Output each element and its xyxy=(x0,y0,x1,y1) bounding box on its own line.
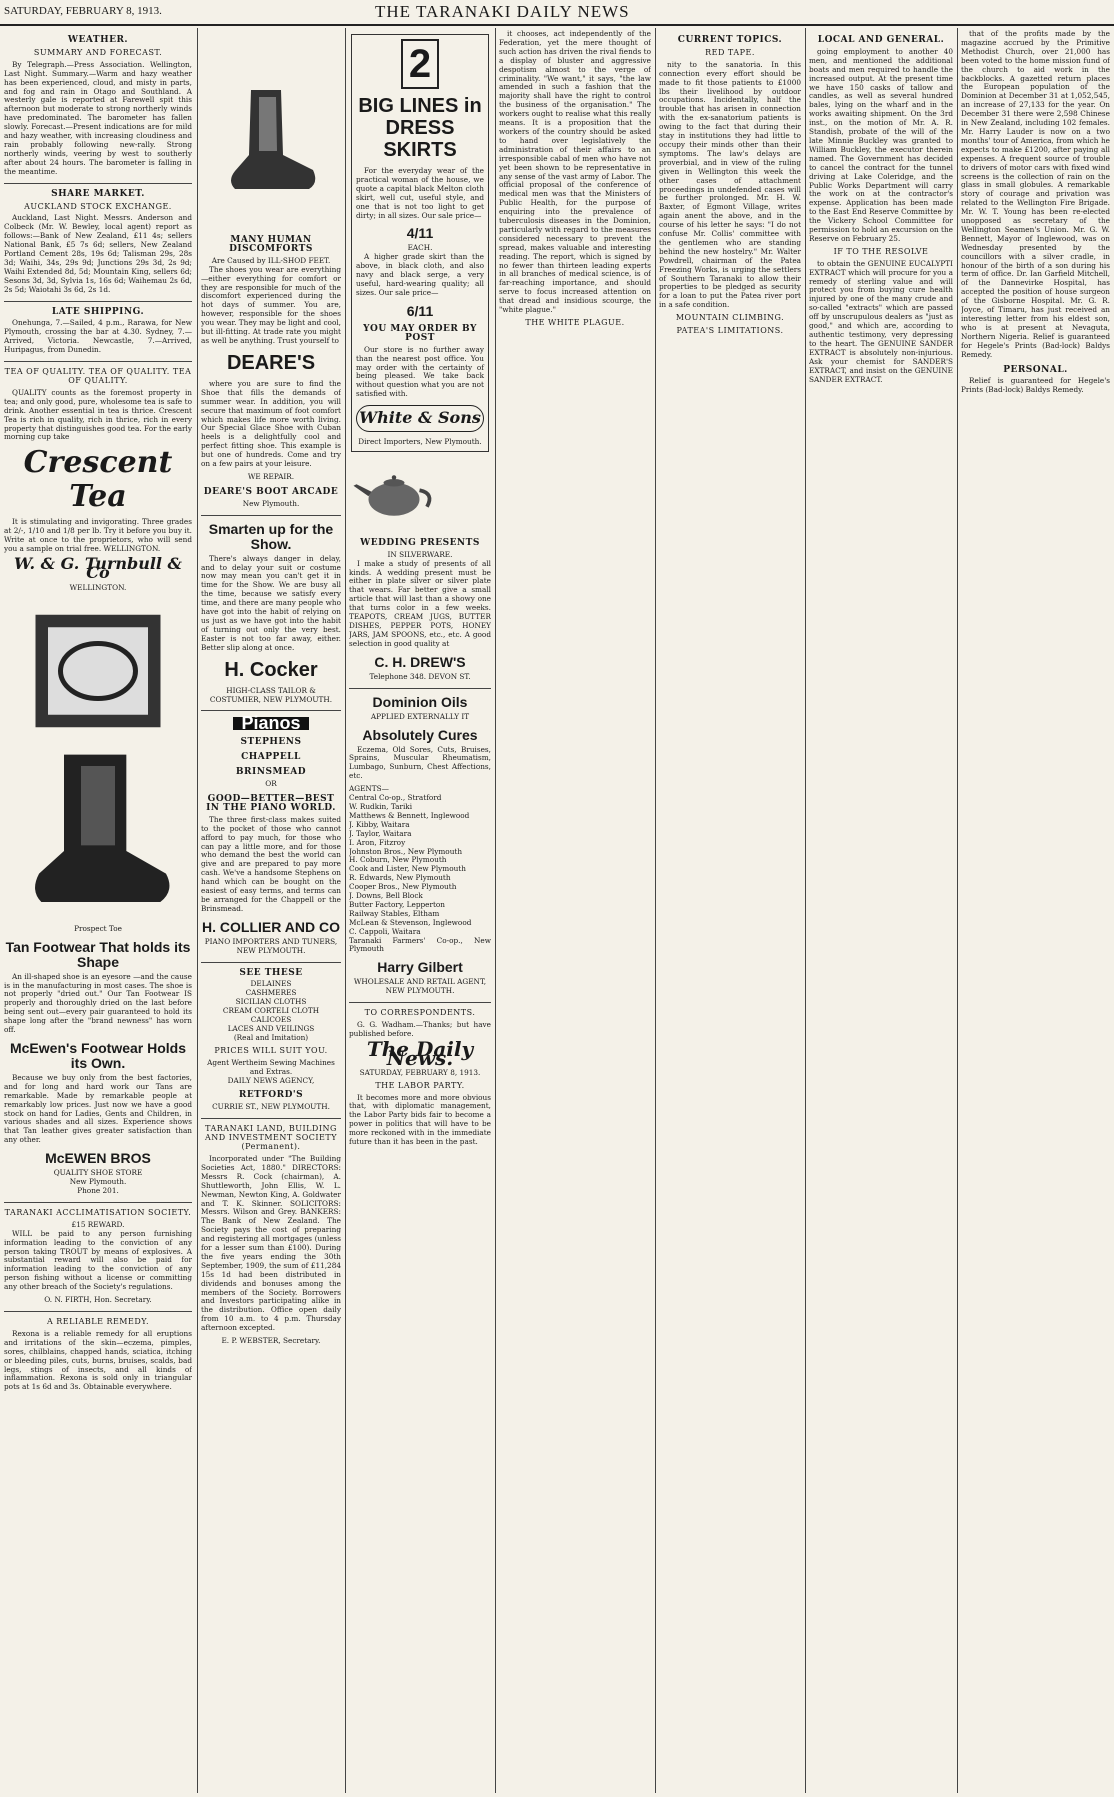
smarten-heading: Smarten up for the Show. xyxy=(208,520,334,552)
list-item: Cooper Bros., New Plymouth xyxy=(349,882,457,892)
daily-news-date: SATURDAY, FEBRUARY 8, 1913. xyxy=(359,1067,481,1077)
red-tape-heading: RED TAPE. xyxy=(705,47,755,57)
shoe-illustration xyxy=(221,60,321,230)
column-5 xyxy=(659,30,801,1792)
tea-packet-illustration xyxy=(23,601,173,741)
white-sons-subheading: Direct Importers, New Plymouth. xyxy=(358,437,482,447)
see-these-price: PRICES WILL SUIT YOU. xyxy=(214,1045,328,1055)
dress-skirts-ad xyxy=(351,34,489,452)
skirts-each: EACH. xyxy=(407,243,433,253)
pianos-heading: Pianos xyxy=(233,717,308,730)
news-agency: DAILY NEWS AGENCY, xyxy=(227,1075,315,1085)
deares-repair: WE REPAIR. xyxy=(247,471,295,481)
share-subheading: AUCKLAND STOCK EXCHANGE. xyxy=(24,201,172,211)
discomforts-subheading: Are Caused by ILL-SHOD FEET. xyxy=(211,255,331,265)
column-rule xyxy=(805,28,806,1793)
gilbert-name: Harry Gilbert xyxy=(377,959,463,976)
divider xyxy=(349,688,491,689)
patea-heading: PATEA'S LIMITATIONS. xyxy=(676,326,784,336)
collier-name: H. COLLIER AND CO xyxy=(202,918,340,935)
wedding-text: I make a study of presents of all kinds. A wedding present must be either in plate silver or silver plate that wears. Far better give a small article that will last than a showy one that turns color in a few weeks. TEAPOTS, CREAM JUGS, BUTTER DISHES, PEPPER POTS, HONEY JARS, JAM SPOONS, etc., etc. A good selection in good quality at xyxy=(349,558,491,648)
dominion-oils-cures: Absolutely Cures xyxy=(362,726,478,743)
wedding-heading: WEDDING PRESENTS xyxy=(360,537,480,548)
divider xyxy=(4,183,192,184)
local-general-text: going employment to another 40 men, and mentioned the additional boats and men required to handle the increased output. At the present time we have 150 casks of tallow and candles, as well as several hundred bales, lying on the wharf and in the works awaiting shipment. On the 3rd inst., on the motion of Mr. A. R. Standish, probate of the will of the late Minnie Buckley was granted to William Buckley, the executor therein named. The Government has decided to cancel the contract for the tunnel driving at Lake Coleridge, and the Public Works Department will carry the work on at the contractor's expense. Application has been made to the East End Reserve Committee by the Vickery School Committee for permission to hold an excursion on the Reserve on February 25. xyxy=(809,46,953,243)
local-general-heading: LOCAL AND GENERAL. xyxy=(817,35,945,45)
dominion-oils-heading: Dominion Oils xyxy=(372,693,468,710)
divider xyxy=(201,1118,341,1119)
mcewen-store: QUALITY SHOE STORE xyxy=(53,1168,143,1178)
column-rule xyxy=(655,28,656,1793)
share-report: Auckland, Last Night. Messrs. Anderson and Colbeck (Mr. W. Bewley, local agent) report as follows:—Bank of New Zealand, £11 4s; sellers National Bank, £5 7s 6d; sellers, New Zealand Portland Cement 28s, 19s 6d; Talisman 29s, 28s 3d; Waihi, 34s, 29s 9d; Junctions 29s 3d, 2s 9d; Waihi Extended 8d, 5d; Mountain King, sellers 6d; Sesons 3d, 3d, Sylvia 1s, 16s 6d; Waihemau 2s 6d, 2s 5d; Waiotahi 3s 6d, 2s 1d. xyxy=(4,213,192,294)
share-heading: SHARE MARKET. xyxy=(51,188,145,199)
column-6 xyxy=(809,30,953,1792)
list-item: R. Edwards, New Plymouth xyxy=(349,873,451,883)
weather-report: By Telegraph.—Press Association. Wellington, Last Night. Summary.—Warm and hazy weather has been experienced, cloud, and misty in parts, and fog and rain in Otago and Southland. A westerly gale is reported at Farewell spit this afternoon but moderate to strong northerly winds have predominated. The barometer has fallen slowly. Forecast.—Present indications are for mild and hazy weather, with increasing cloudiness and rain probably following new-rally. Strong northerly winds, veering by west to southerly after about 24 hours. The barometer is falling in the meantime. xyxy=(4,59,192,176)
list-item: J. Taylor, Waitara xyxy=(349,828,412,838)
deares-arcade: DEARE'S BOOT ARCADE xyxy=(203,486,339,497)
deares-name: DEARE'S xyxy=(226,351,316,374)
column-rule xyxy=(495,28,496,1793)
teapot-illustration xyxy=(349,464,439,524)
shipping-heading: LATE SHIPPING. xyxy=(51,306,145,317)
acclimatisation-reward: £15 REWARD. xyxy=(71,1219,125,1229)
piano-good-better-best: GOOD—BETTER—BEST IN THE PIANO WORLD. xyxy=(206,793,336,813)
list-item: I. Aron, Fitzroy xyxy=(349,837,406,847)
mcewen-text: Because we buy only from the best factories, and for long and hard work our Tans are remarkable. Made by remarkable people at remarkably low prices. Just now we have a good stock on hand for Ladies, Gents and Children, in various shades and all sizes. Experience shows that Tan leather gives greater satisfaction than any other. xyxy=(4,1072,192,1145)
column-7 xyxy=(961,30,1110,1792)
turnbull-name: W. & G. Turnbull & Co xyxy=(14,553,182,582)
weather-heading: WEATHER. xyxy=(67,35,129,45)
skirts-price-1: 4/11 xyxy=(406,225,434,242)
retford-address: CURRIE ST., NEW PLYMOUTH. xyxy=(212,1102,330,1112)
divider xyxy=(201,515,341,516)
divider xyxy=(4,1202,192,1203)
skirts-text-1: For the everyday wear of the practical woman of the house, we quote a capital black Melton cloth skirt, well cut, useful style, and one that is not too light to get dirty; in all sizes. Our sale price— xyxy=(356,166,484,220)
drew-name: C. H. DREW'S xyxy=(374,653,466,670)
remedy-text: Rexona is a reliable remedy for all eruptions and irritations of the skin—eczema, pimples, sores, chilblains, chapped hands, sciatica, itching or bleeding piles, cuts, burns, bruises, scalds, bad legs, stings of insects, and all kinds of inflammation. Rexona is sold only in triangular pots at 1s 6d and 3s. Obtainable everywhere. xyxy=(4,1328,192,1392)
column-rule xyxy=(957,28,958,1793)
remedy-heading: A RELIABLE REMEDY. xyxy=(46,1316,150,1326)
acclimatisation-text: WILL be paid to any person furnishing information leading to the conviction of any person taking TROUT by means of explosives. A substantial reward will also be paid for information leading to the conviction of any person fishing without a license or committing any other breach of the Society's regulations. xyxy=(4,1228,192,1292)
list-item: (Real and Imitation) xyxy=(233,1032,309,1042)
deares-town: New Plymouth. xyxy=(242,498,300,508)
mountain-climbing-heading: MOUNTAIN CLIMBING. xyxy=(675,313,785,323)
resolve-text: to obtain the GENUINE EUCALYPTI EXTRACT which will procure for you a remedy of sterling value and will protect you from buying cure health injured by one of the many crude and so-called "extracts" which are passed off by unscrupulous dealers as "just as good," and which are, according to authentic testimony, very depressing to the heart. The GENUINE SANDER EXTRACT is absolutely non-injurious. Ask your chemist for SANDER'S EXTRACT, and insist on the GENUINE SANDER EXTRACT. xyxy=(809,258,953,384)
editorial-text: it chooses, act independently of the Federation, yet the mere thought of such action has driven the rival fiends to a display of bluster and aggressive despotism almost to the verge of criminality. "We want," it says, "the law amended in such a fashion that the majority shall have the right to control the business of the organisation." The workers ought to realise what this really means. It is a proposition that the workers of the country should be asked to hand over legislatively the administration of their affairs to an irresponsible cabal of men who have not yet been shown to be representative in any sense of the vast army of Labor. The official proposal of the conference of medical men was that the Ministers of Public Health, for the purpose of enquiring into the prevalence of tuberculosis diseases in the Dominion, particularly with regard to the measures considered necessary to prevent the spread, makes valuable and interesting reading. The report, which is signed by no fewer than thirteen leading experts in all branches of medical science, is of far-reaching importance, and should serve to focus increased attention on that dread and insidious scourge, the "white plague." xyxy=(499,30,651,315)
list-item: SICILIAN CLOTHS xyxy=(235,997,307,1007)
agents-list xyxy=(349,794,491,954)
divider xyxy=(4,361,192,362)
divider xyxy=(349,1002,491,1003)
deares-text: where you are sure to find the Shoe that fills the demands of summer wear. In addition, you will secure that maximum of foot comfort which makes life more worth living. Our Special Glace Shoe with Cuban heels is a delightfully cool and perfect fitting shoe. This example is but one of hundreds. Come and try on a few pairs at your leisure. xyxy=(201,378,341,469)
current-topics-text: nity to the sanatoria. In this connection every effort should be made to fit those patients to £1000 lbs their livelihood by outdoor occupations. Incidentally, half the trouble that has arisen in connection with the ex-sanatorium patients is owing to the fact that during their stay in institutions they had little to occupy their minds other than their symptoms. The law's delays are proverbial, and in view of the ruling given in Wellington this week the other cases of attachment proceedings in undefended cases will be further prolonged. Mr. H. W. Baxter, of Egmont Village, writes again anent the above, and in the course of his letter he says: "I do not confuse Mr. Collis' committee with the gentlemen who are standing behind the new hostelry." Mr. Walter Powdrell, chairman of the Patea Freezing Works, is urging the settlers of Southern Taranaki to allow their properties to be pledged as security for a loan to put the Patea river port in a safe condition. xyxy=(659,59,801,310)
drew-address: Telephone 348. DEVON ST. xyxy=(369,671,471,681)
crescent-tea-logo: Crescent Tea xyxy=(23,445,173,515)
cocker-subheading: HIGH-CLASS TAILOR & COSTUMIER, NEW PLYMOUTH. xyxy=(209,685,333,704)
acclimatisation-signature: O. N. FIRTH, Hon. Secretary. xyxy=(44,1295,152,1305)
list-item: H. Coburn, New Plymouth xyxy=(349,855,447,865)
issue-date: SATURDAY, FEBRUARY 8, 1913. xyxy=(4,5,162,17)
weather-subheading: SUMMARY AND FORECAST. xyxy=(33,47,163,57)
list-item: CREAM CORTELI CLOTH xyxy=(222,1006,320,1016)
list-item: LACES AND VEILINGS xyxy=(227,1024,315,1033)
tan-footwear-heading: Tan Footwear That holds its Shape xyxy=(5,938,191,970)
skirts-price-2: 6/11 xyxy=(406,302,434,319)
dominion-oils-subheading: APPLIED EXTERNALLY IT xyxy=(370,711,470,721)
divider xyxy=(201,962,341,963)
list-item: J. Downs, Bell Block xyxy=(349,891,423,901)
crescent-text: It is stimulating and invigorating. Three grades at 2/-, 1/10 and 1/8 per lb. Try it before you buy it. Write at once to the proprietors, who will send you a sample on trial free. WELLINGTON. xyxy=(4,517,192,554)
white-plague-heading: THE WHITE PLAGUE. xyxy=(525,318,625,327)
tea-text: QUALITY counts as the foremost property in tea; and only good, pure, wholesome tea is safe to drink. Another essential in tea is thrice. Crescent Tea is rich in quality, rich in thrice, rich in every property that distinguishes good tea. For the early morning cup take xyxy=(4,387,192,442)
divider xyxy=(4,301,192,302)
list-item: Railway Stables, Eltham xyxy=(349,908,440,918)
general-notes-text: that of the profits made by the magazine accrued by the Primitive Methodist Church, over 21,000 has been voted to the home mission fund of the church to aid work in the backblocks. A gazetted return places the European population of the Dominion at December 31 at 1,052,545, an increase of 27,133 for the year. On December 31 there were 2,598 Chinese in New Zealand, including 102 females. Mr. Harry Lauder is now on a two months' tour of America, from which he expects to make £1200, after paying all expenses. A frequent source of trouble to drivers of motor cars with fixed wind screens is the collection of rain on the glass in small globules. A remarkable story of courage and privation was related to the Wellington Fire Brigade. Mr. W. T. Young has been re-elected unopposed as secretary of the Wellington Seamen's Union. Mr. G. W. Bennett, Mayor of Inglewood, was on Wednesday presented by the councillors with a silver cradle, in honour of the birth of a son during his term of office. Dr. Ian Garfield Mitchell, of the Dannevirke Hospital, has accepted the position of house surgeon of the Gisborne Hospital. Mr. G. R. Joyce, of Timaru, has just received an interesting letter from his eldest son, who is at present at Nevaguta, Northern Nigeria. Relief is guaranteed for Hegele's Prints (Bad-lock) Baldys Remedy. xyxy=(961,30,1110,359)
list-item: McLean & Stevenson, Inglewood xyxy=(349,917,472,927)
list-item: W. Rudkin, Tariki xyxy=(349,801,413,811)
land-society-text: Incorporated under "The Building Societies Act, 1880." DIRECTORS: Messrs R. Cock (chairman), A. Shuttleworth, John Ellis, W. L. Newman, Newton King, A. Goldwater and T. K. Skinner. SOLICITORS: Messrs. Wilson and Grey. BANKERS: The Bank of New Zealand. The Society pays the cost of preparing and registering all mortgages (unless for a lesser sum than £100). During the five years ending the 30th September, 1909, the sum of £11,284 15s 1d had been distributed in dividends and bonuses among the members of the Society. Borrowers and Investors participating alike in the distribution. Office open daily from 10 a.m. to 4 p.m. Thursday afternoon excepted. xyxy=(201,1153,341,1333)
gilbert-subheading: WHOLESALE AND RETAIL AGENT, NEW PLYMOUTH. xyxy=(353,977,487,996)
smarten-text: There's always danger in delay, and to delay your suit or costume now may mean you can't get it in time for the Show. We are busy all the time, because we satisfy every time, and there are many people who have got into the habit of relying on us just as we have got into the habit of turning out only the very best. Easter is not too far away, either. Better slip along at once. xyxy=(201,553,341,652)
column-4 xyxy=(499,30,651,1792)
retford-name: RETFORD'S xyxy=(238,1090,304,1101)
piano-brand: BRINSMEAD xyxy=(235,767,307,778)
piano-brand: STEPHENS xyxy=(240,737,302,748)
list-item: Cook and Lister, New Plymouth xyxy=(349,864,466,874)
list-item: Butter Factory, Lepperton xyxy=(349,899,445,909)
column-1 xyxy=(4,30,192,1792)
current-topics-heading: CURRENT TOPICS. xyxy=(677,35,783,45)
personal-heading: PERSONAL. xyxy=(1003,364,1068,375)
labor-party-heading: THE LABOR PARTY. xyxy=(375,1080,465,1090)
skirts-heading: BIG LINES in DRESS SKIRTS xyxy=(358,95,482,161)
land-society-heading: TARANAKI LAND, BUILDING AND INVESTMENT SOCIETY (Permanent). xyxy=(204,1124,337,1152)
mcewen-heading: McEwen's Footwear Holds its Own. xyxy=(9,1039,187,1071)
order-by-post-text: Our store is no further away than the nearest post office. You may order with the certainty of being pleased. We take back without question what you are not satisfied with. xyxy=(356,344,484,399)
list-item: Taranaki Farmers' Co-op., New Plymouth xyxy=(349,935,491,954)
order-by-post-heading: YOU MAY ORDER BY POST xyxy=(363,323,477,343)
list-item: Central Co-op., Stratford xyxy=(349,793,442,803)
list-item: C. Cappoli, Waitara xyxy=(349,926,421,936)
turnbull-town: WELLINGTON. xyxy=(69,582,127,592)
tan-footwear-text: An ill-shaped shoe is an eyesore —and the cause is in the manufacturing in most cases. The shoe is not properly "dried out." Our Tan Footwear IS properly and thoroughly dried on the last before being sent out—every pair guaranteed to hold its shape long after the "brand newness" has worn off. xyxy=(4,971,192,1035)
discomforts-heading: MANY HUMAN DISCOMFORTS xyxy=(229,235,313,254)
column-3 xyxy=(349,30,491,1792)
collier-subheading: PIANO IMPORTERS AND TUNERS, NEW PLYMOUTH. xyxy=(204,936,338,955)
list-item: CALICOES xyxy=(250,1015,292,1025)
column-2 xyxy=(201,30,341,1792)
cocker-name: H. Cocker xyxy=(224,658,318,681)
boot-illustration xyxy=(18,749,178,919)
skirts-number: 2 xyxy=(401,39,439,89)
piano-or: OR xyxy=(265,779,277,789)
labor-party-text: It becomes more and more obvious that, with diplomatic management, the Labor Party bids fair to become a power in politics that will have to be more reckoned with in the immediate future than it has been in the past. xyxy=(349,1092,491,1147)
skirts-text-2: A higher grade skirt than the above, in black cloth, and also navy and black serge, a very useful, hard-wearing quality; all sizes. Our sale price— xyxy=(356,252,484,297)
agents-heading: AGENTS— xyxy=(349,784,389,794)
divider xyxy=(4,1311,192,1312)
piano-text: The three first-class makes suited to the pocket of those who cannot afford to pay much, for those who can pay a little more, and for those who demand the best the world can give and are prepared to pay more cash. We've a handsome Stephens on hand which can be bought on the easiest of easy terms, and terms can be arranged for the Chappell or the Brinsmead. xyxy=(201,814,341,913)
see-these-agent: Agent Wertheim Sewing Machines and Extras. xyxy=(207,1057,335,1076)
paper-title: THE TARANAKI DAILY NEWS xyxy=(375,2,630,21)
see-these-list xyxy=(201,980,341,1042)
dominion-oils-text: Eczema, Old Sores, Cuts, Bruises, Sprains, Muscular Rheumatism, Lumbago, Sunburn, Chest Affections, etc. xyxy=(349,744,491,781)
list-item: DELAINES xyxy=(250,979,292,989)
mcewen-town: New Plymouth. xyxy=(69,1177,127,1187)
resolve-heading: IF TO THE RESOLVE xyxy=(833,246,929,256)
discomforts-text: The shoes you wear are everything—either everything for comfort or they are responsible for much of the discomfort experienced during the hot days of summer. You are, however, responsible for the shoes you wear. They may be light and cool, but ill-fitting. At trade rate you might as well be anything. Trust yourself to xyxy=(201,264,341,345)
mcewen-bros: McEWEN BROS xyxy=(45,1150,151,1167)
tea-heading: TEA OF QUALITY. TEA OF QUALITY. TEA OF QUALITY. xyxy=(4,367,192,385)
column-rule xyxy=(197,28,198,1793)
acclimatisation-heading: TARANAKI ACCLIMATISATION SOCIETY. xyxy=(4,1207,192,1217)
mcewen-phone: Phone 201. xyxy=(77,1186,119,1195)
personal-closing-text: Relief is guaranteed for Hegele's Prints (Bad-lock) Baldys Remedy. xyxy=(961,376,1110,395)
list-item: J. Kibby, Waitara xyxy=(349,819,410,829)
piano-brand: CHAPPELL xyxy=(241,752,301,763)
correspondents-text: G. G. Wadham.—Thanks; but have published before. xyxy=(349,1020,491,1038)
list-item: Johnston Bros., New Plymouth xyxy=(349,846,463,856)
list-item: Matthews & Bennett, Inglewood xyxy=(349,810,470,820)
correspondents-heading: TO CORRESPONDENTS. xyxy=(364,1008,476,1018)
daily-news-title: The Daily News. xyxy=(366,1036,474,1070)
list-item: CASHMERES xyxy=(245,988,297,998)
divider xyxy=(201,710,341,711)
white-sons-logo: White & Sons xyxy=(356,405,484,432)
prospect-toe-label: Prospect Toe xyxy=(74,923,122,933)
column-rule xyxy=(345,28,346,1793)
masthead xyxy=(0,0,1114,26)
shipping-report: Onehunga, 7.—Sailed, 4 p.m., Rarawa, for New Plymouth, crossing the bar at 4.30. Sydney, 7.—Arrived, Victoria. Newcastle, 7.—Arrived, Huripagus, from Dunedin. xyxy=(4,318,192,355)
land-society-signature: E. P. WEBSTER, Secretary. xyxy=(221,1336,321,1346)
wedding-subheading: IN SILVERWARE. xyxy=(387,549,453,559)
see-these-heading: SEE THESE xyxy=(239,967,303,978)
